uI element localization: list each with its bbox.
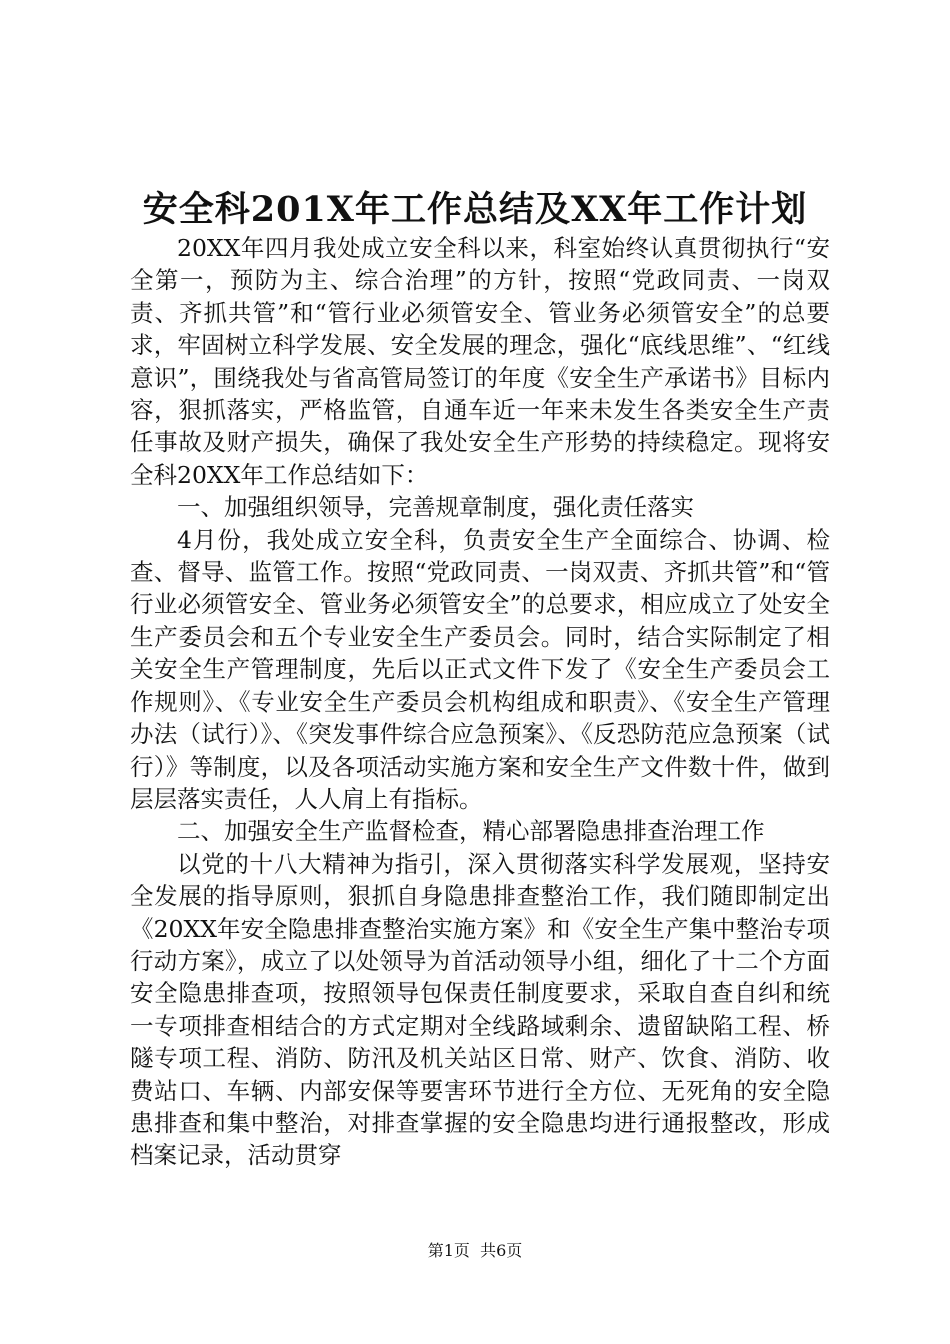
page-number: 第1页 [427,1241,470,1260]
section-heading-1: 一、加强组织领导，完善规章制度，强化责任落实 [177,493,694,522]
page-footer [0,1240,950,1262]
document-body [130,232,830,1172]
section-heading-2: 二、加强安全生产监督检查，精心部署隐患排查治理工作 [177,817,765,846]
paragraph-section-2: 以党的十八大精神为指引，深入贯彻落实科学发展观，坚持安全发展的指导原则，狠抓自身隐患排查整治工作，我们随即制定出《20XX年安全隐患排查整治实施方案》和《安全生产集中整治专项行动方案》，成立了以处领导为首活动领导小组，细化了十二个方面安全隐患排查项，按照领导包保责任制度要求，采取自查自纠和统一专项排查相结合的方式定期对全线路域剩余、遗留缺陷工程、桥隧专项工程、消防、防汛及机关站区日常、财产、饮食、消防、收费站口、车辆、内部安保等要害环节进行全方位、无死角的安全隐患排查和集中整治，对排查掌握的安全隐患均进行通报整改，形成档案记录，活动贯穿 [130,849,830,1170]
paragraph-intro: 20XX年四月我处成立安全科以来，科室始终认真贯彻执行“安全第一，预防为主、综合治理”的方针，按照“党政同责、一岗双责、齐抓共管”和“管行业必须管安全、管业务必须管安全”的总要求，牢固树立科学发展、安全发展的理念，强化“底线思维”、“红线意识”，围绕我处与省高管局签订的年度《安全生产承诺书》目标内容，狠抓落实，严格监管，自通车近一年来未发生各类安全生产责任事故及财产损失，确保了我处安全生产形势的持续稳定。现将安全科20XX年工作总结如下： [130,234,830,489]
footer-spacer [470,1241,480,1260]
paragraph-section-1: 4月份，我处成立安全科，负责安全生产全面综合、协调、检查、督导、监管工作。按照“党政同责、一岗双责、齐抓共管”和“管行业必须管安全、管业务必须管安全”的总要求，相应成立了处安全生产委员会和五个专业安全生产委员会。同时，结合实际制定了相关安全生产管理制度，先后以正式文件下发了《安全生产委员会工作规则》、《专业安全生产委员会机构组成和职责》、《安全生产管理办法（试行）》、《突发事件综合应急预案》、《反恐防范应急预案（试行）》等制度，以及各项活动实施方案和安全生产文件数十件，做到层层落实责任，人人肩上有指标。 [130,525,830,813]
page-total: 共6页 [480,1241,523,1260]
document-title: 安全科201X年工作总结及XX年工作计划 [142,189,808,230]
